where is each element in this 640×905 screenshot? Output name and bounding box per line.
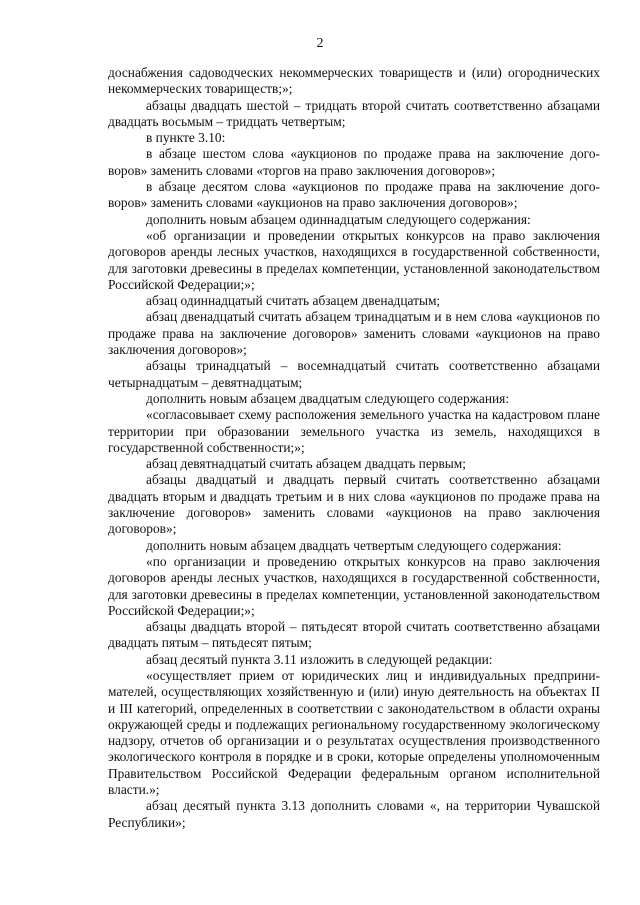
paragraph: абзацы двадцать второй – пятьдесят второй считать соответственно абзацами двадцать пятым – пятьдесят пятым;	[108, 619, 600, 651]
paragraph: дополнить новым абзацем двадцатым следующего содержания:	[146, 390, 510, 406]
paragraph: «согласовывает схему расположения земельного участка на кадастровом плане территории при образовании земельного участка из земель, находящихся в государственной собственности;»;	[108, 407, 600, 455]
paragraph: абзацы тринадцатый – восемнадцатый считать соответственно абзацами четырнадцатым – девятнадцатым;	[108, 358, 600, 390]
paragraph: абзац десятый пункта 3.13 дополнить словами «, на территории Чувашской Республики»;	[108, 798, 600, 830]
paragraph: в абзаце десятом слова «аукционов по продаже права на заключение договоров» заменить словами «аукционов на право заключения договоров»;	[108, 179, 600, 211]
paragraph: в абзаце шестом слова «аукционов по продаже права на заключение договоров» заменить словами «торгов на право заключения договоров»;	[108, 146, 600, 178]
paragraph: в пункте 3.10:	[146, 130, 226, 146]
paragraph: абзацы двадцатый и двадцать первый считать соответственно абзацами двадцать вторым и двадцать третьим и в них слова «аукционов по продаже права на заключение договоров» заменить словами «аукционов на право заключения договоров»;	[108, 472, 600, 537]
paragraph: «об организации и проведении открытых конкурсов на право заключения договоров аренды лесных участков, находящихся в государственной собственности, для заготовки древесины в пределах компетенции, установленной законодательством Российской Федерации;»;	[108, 227, 600, 292]
paragraph: «по организации и проведению открытых конкурсов на право заключения договоров аренды лесных участков, находящихся в государственной собственности, для заготовки древесины в пределах компетенции, установленной законодательством Российской Федерации;»;	[108, 553, 600, 618]
paragraph: абзац двенадцатый считать абзацем тринадцатым и в нем слова «аукционов по продаже права на заключение договоров» заменить словами «аукционов на право заключения договоров»;	[108, 309, 600, 358]
paragraph: дополнить новым абзацем одиннадцатым следующего содержания:	[146, 211, 531, 227]
paragraph: доснабжения садоводческих некоммерческих товариществ и (или) огороднических некоммерческих товариществ;»;	[108, 65, 600, 97]
paragraph: абзац десятый пункта 3.11 изложить в следующей редакции:	[146, 651, 493, 667]
paragraph: «осуществляет прием от юридических лиц и индивидуальных предпринимателей, осуществляющих хозяйственную и (или) иную деятельность на объектах II и III категорий, определенных в соответствии с законодательством в области охраны окружающей среды и подлежащих региональному государственному экологическому надзору, отчетов об организации и о результатах осуществления производственного экологического контроля в порядке и в сроки, которые определены уполномоченным Правительством Российской Федерации федеральным органом исполнительной власти.»;	[108, 667, 600, 798]
paragraph: абзац девятнадцатый считать абзацем двадцать первым;	[146, 456, 466, 472]
paragraph: абзац одиннадцатый считать абзацем двенадцатым;	[146, 293, 441, 309]
paragraph: абзацы двадцать шестой – тридцать второй считать соответственно абзацами двадцать восьмым – тридцать четвертым;	[108, 97, 600, 129]
page-number: 2	[316, 36, 324, 51]
document-body	[108, 65, 600, 831]
paragraph: дополнить новым абзацем двадцать четвертым следующего содержания:	[146, 537, 562, 553]
